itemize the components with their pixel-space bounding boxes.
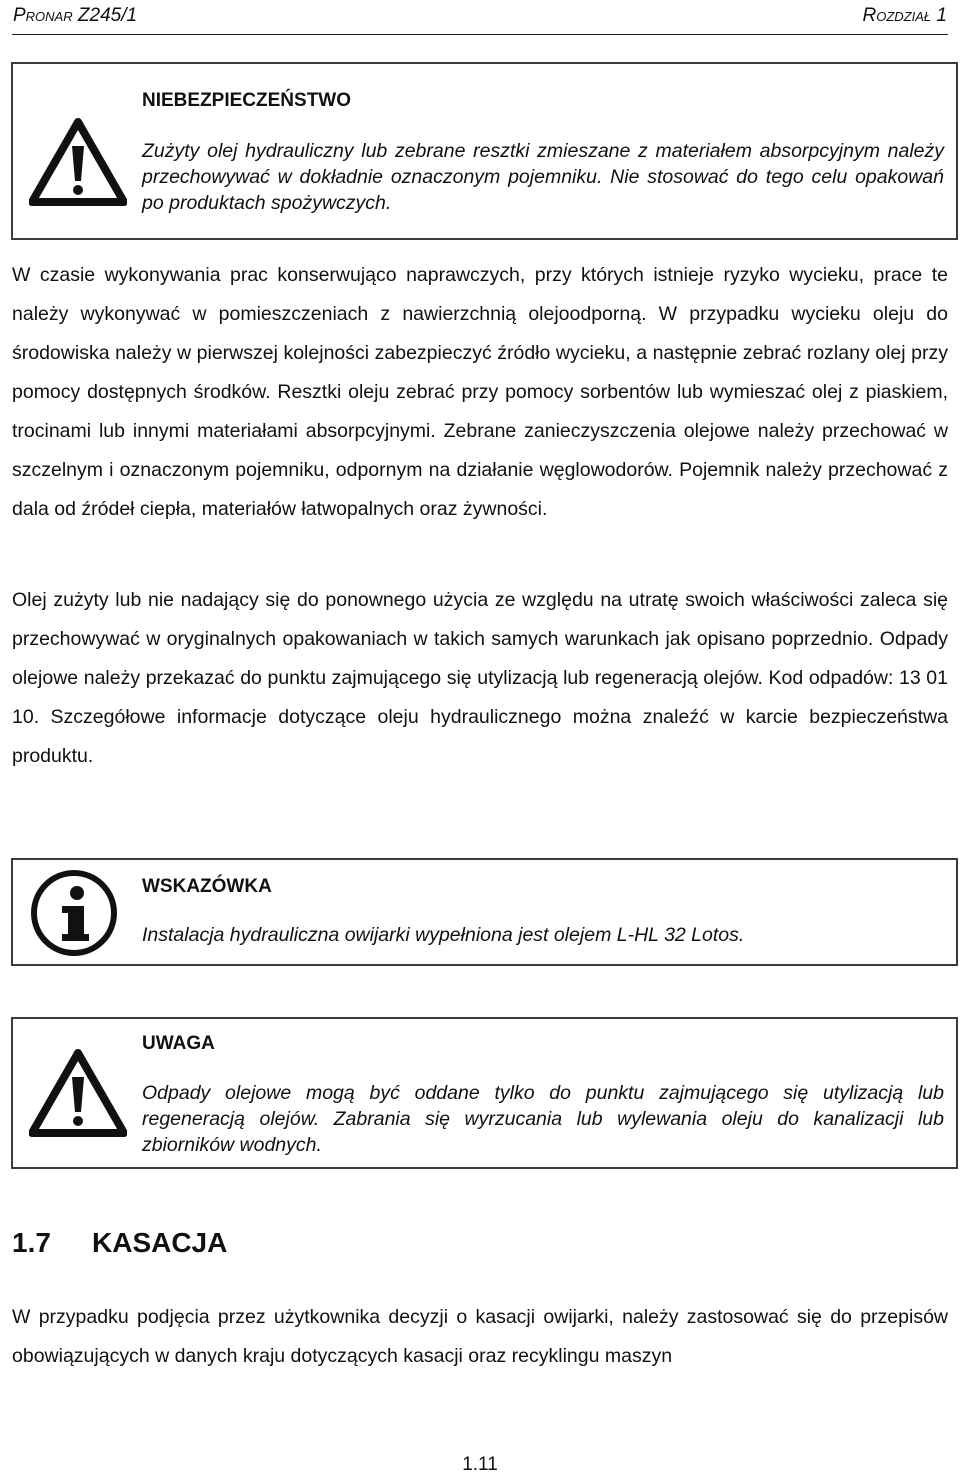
section-heading xyxy=(12,1227,227,1259)
danger-notice-title: NIEBEZPIECZEŃSTWO xyxy=(142,90,352,111)
section-paragraph: W przypadku podjęcia przez użytkownika decyzji o kasacji owijarki, należy zastosować się do przepisów obowiązujących w danych kraju dotyczących kasacji oraz recyklingu maszyn xyxy=(12,1306,948,1367)
body-paragraph: Olej zużyty lub nie nadający się do ponownego użycia ze względu na utratę swoich właściwości zaleca się przechowywać w oryginalnych opakowaniach w takich samych warunkach jak opisano poprzednio. Odpady olejowe należy przekazać do punktu zajmującego się utylizacją lub regeneracją olejów. Kod odpadów: 13 01 10. Szczegółowe informacje dotyczące oleju hydraulicznego można znaleźć w karcie bezpieczeństwa produktu. xyxy=(12,589,948,767)
warning-notice-text: Odpady olejowe mogą być oddane tylko do punktu zajmującego się utylizacją lub regeneracją olejów. Zabrania się wyrzucania lub wylewania oleju do kanalizacji lub zbiorników wodnych. xyxy=(142,1082,944,1156)
info-icon xyxy=(29,868,119,963)
warning-notice-title: UWAGA xyxy=(142,1033,215,1054)
info-notice-text: Instalacja hydrauliczna owijarki wypełniona jest olejem L-HL 32 Lotos. xyxy=(142,924,745,946)
page-header xyxy=(12,0,948,35)
info-notice xyxy=(11,858,958,966)
warning-triangle-icon xyxy=(29,1049,127,1142)
info-notice-title: WSKAZÓWKA xyxy=(142,876,272,897)
warning-notice xyxy=(11,1017,958,1169)
page-number: 1.11 xyxy=(462,1454,498,1475)
warning-triangle-icon xyxy=(29,118,127,211)
section-number: 1.7 xyxy=(12,1227,51,1258)
body-paragraph: W czasie wykonywania prac konserwująco naprawczych, przy których istnieje ryzyko wycieku, prace te należy wykonywać w pomieszczeniach z nawierzchnią olejoodporną. W przypadku wycieku oleju do środowiska należy w pierwszej kolejności zabezpieczyć źródło wycieku, a następnie zebrać rozlany olej przy pomocy dostępnych środków. Resztki oleju zebrać przy pomocy sorbentów lub wymieszać olej z piaskiem, trocinami lub innymi materiałami absorpcyjnymi. Zebrane zanieczyszczenia olejowe należy przechować w szczelnym i oznaczonym pojemniku, odpornym na działanie węglowodorów. Pojemnik należy przechować z dala od źródeł ciepła, materiałów łatwopalnych oraz żywności. xyxy=(12,264,948,520)
header-chapter: Rozdział 1 xyxy=(862,5,947,26)
header-document-title: Pronar Z245/1 xyxy=(13,5,138,26)
danger-notice-text: Zużyty olej hydrauliczny lub zebrane resztki zmieszane z materiałem absorpcyjnym należy przechowywać w dokładnie oznaczonym pojemniku. Nie stosować do tego celu opakowań po produktach spożywczych. xyxy=(142,140,944,214)
section-title: KASACJA xyxy=(92,1227,228,1258)
danger-notice xyxy=(11,62,958,240)
